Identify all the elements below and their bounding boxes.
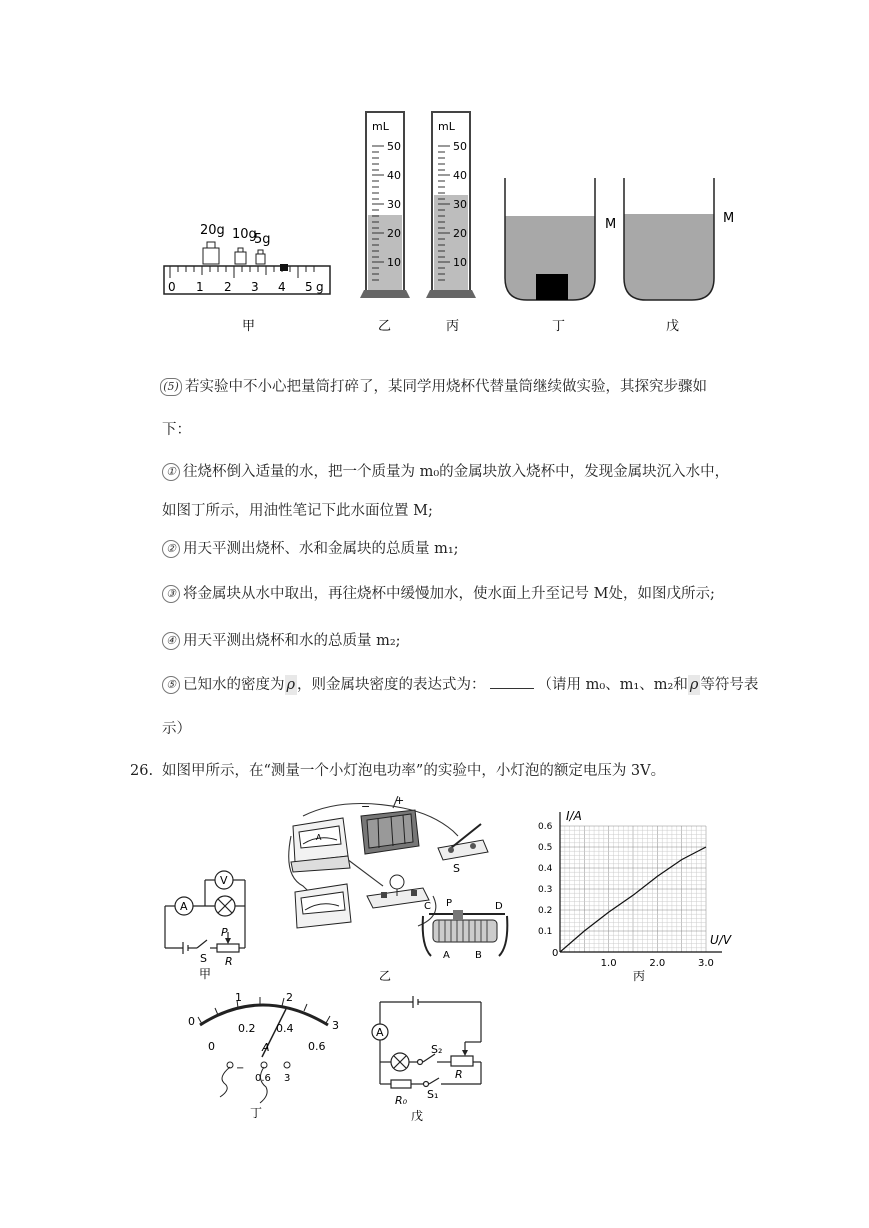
svg-text:40: 40 (387, 169, 401, 182)
x-tick-label: 3.0 (698, 958, 714, 969)
svg-text:30: 30 (453, 198, 467, 211)
svg-text:丁: 丁 (250, 1106, 263, 1120)
ammeter-icon (291, 818, 350, 872)
step-1a: ① 往烧杯倒入适量的水，把一个质量为 m₀的金属块放入烧杯中，发现金属块沉入水中， (162, 462, 729, 482)
weight-10g: 10g (232, 227, 257, 242)
beaker-e (624, 178, 734, 300)
svg-text:戊: 戊 (411, 1109, 424, 1122)
svg-text:C: C (424, 901, 431, 912)
svg-text:甲: 甲 (199, 967, 212, 981)
switch-icon (438, 824, 488, 875)
circuit-wu (365, 992, 495, 1122)
svg-text:g: g (316, 280, 324, 294)
y-tick-label: 0.4 (538, 864, 553, 874)
svg-text:A: A (262, 1041, 270, 1054)
label-ding: 丁 (552, 319, 566, 334)
rho-symbol: ρ (286, 677, 296, 693)
svg-text:1: 1 (235, 991, 242, 1004)
weight-5g: 5g (254, 232, 271, 247)
q26-text: 如图甲所示，在“测量一个小灯泡电功率”的实验中，小灯泡的额定电压为 3V。 (162, 763, 666, 779)
svg-text:B: B (475, 950, 482, 961)
step-5: ⑤ 已知水的密度为 ρ ，则金属块密度的表达式为： （请用 m₀、m₁、m₂和 ρ 等符号表 (162, 674, 758, 695)
svg-text:P: P (221, 926, 228, 939)
svg-text:40: 40 (453, 169, 467, 182)
figure1 (150, 100, 750, 350)
label-jia: 甲 (242, 319, 256, 334)
svg-text:−: − (361, 800, 371, 813)
svg-text:30: 30 (387, 198, 401, 211)
svg-text:0.4: 0.4 (276, 1022, 294, 1035)
x-axis-label: U/V (710, 933, 732, 947)
y-tick-label: 0.6 (538, 822, 553, 832)
svg-text:20: 20 (453, 227, 467, 240)
step-5-end: 示） (162, 721, 191, 737)
svg-text:V: V (220, 874, 228, 887)
cylinder-c (426, 112, 476, 298)
svg-text:R: R (455, 1068, 463, 1081)
label-yi: 乙 (378, 319, 392, 334)
battery-icon (361, 796, 419, 854)
svg-text:A: A (376, 1026, 384, 1039)
svg-text:10: 10 (387, 256, 401, 269)
circuit-yi (283, 796, 513, 986)
balance-tick-0: 0 (168, 280, 176, 294)
svg-text:20: 20 (387, 227, 401, 240)
step-4: ④ 用天平测出烧杯和水的总质量 m₂; (162, 631, 401, 651)
y-tick-label: 0.1 (538, 927, 553, 937)
weight-20g: 20g (200, 223, 225, 238)
lamp-icon (367, 875, 429, 908)
svg-text:0.6: 0.6 (255, 1073, 271, 1084)
step-2: ② 用天平测出烧杯、水和金属块的总质量 m₁; (162, 539, 459, 559)
y-tick-label: 0.3 (538, 885, 553, 895)
svg-text:A: A (180, 900, 188, 913)
svg-text:M: M (605, 217, 617, 232)
svg-text:0: 0 (208, 1040, 215, 1053)
svg-text:M: M (723, 211, 735, 226)
q5-line1: (5) 若实验中不小心把量筒打碎了，某同学用烧杯代替量筒继续做实验，其探究步骤如 (160, 377, 707, 397)
svg-text:1: 1 (196, 280, 204, 294)
balance-figure (164, 223, 330, 294)
label-yi-2: 乙 (379, 969, 392, 983)
svg-text:S: S (200, 952, 207, 965)
svg-text:−: − (236, 1063, 245, 1074)
svg-text:S: S (453, 862, 460, 875)
svg-text:3: 3 (251, 280, 259, 294)
x-tick-label: 2.0 (649, 958, 666, 969)
svg-text:S₁: S₁ (427, 1088, 439, 1101)
origin-label: 0 (552, 948, 559, 959)
svg-text:0.6: 0.6 (308, 1040, 326, 1053)
svg-text:0: 0 (188, 1015, 195, 1028)
svg-text:2: 2 (224, 280, 232, 294)
circuit-jia (155, 860, 265, 985)
svg-text:R₀: R₀ (395, 1094, 408, 1107)
q26-number: 26. (130, 763, 154, 779)
meter-ding (180, 987, 350, 1122)
svg-text:S₂: S₂ (431, 1043, 443, 1056)
svg-text:3: 3 (332, 1019, 339, 1032)
cylinder-b (360, 112, 410, 298)
svg-text:+: + (395, 796, 405, 807)
chart-axes (538, 812, 722, 969)
svg-text:50: 50 (453, 140, 467, 153)
voltmeter-icon (295, 884, 351, 928)
y-axis-label: I/A (566, 809, 582, 823)
svg-text:R: R (225, 955, 233, 968)
svg-text:P: P (446, 898, 453, 909)
svg-text:5: 5 (305, 280, 313, 294)
y-tick-label: 0.2 (538, 906, 553, 916)
svg-text:3: 3 (284, 1073, 291, 1084)
svg-text:10: 10 (453, 256, 467, 269)
q5-line2: 下： (162, 422, 191, 438)
x-tick-label: 1.0 (600, 958, 617, 969)
beaker-d (505, 178, 616, 300)
svg-text:2: 2 (286, 991, 293, 1004)
svg-text:mL: mL (438, 120, 455, 133)
label-bing-2: 丙 (633, 969, 646, 983)
svg-text:mL: mL (372, 120, 389, 133)
svg-text:A: A (443, 950, 450, 961)
y-tick-label: 0.5 (538, 843, 553, 853)
svg-text:4: 4 (278, 280, 286, 294)
chart-bing (530, 800, 740, 985)
step-3: ③ 将金属块从水中取出，再往烧杯中缓慢加水，使水面上升至记号 M处，如图戊所示; (162, 584, 715, 604)
q5-number: (5) (160, 378, 182, 396)
svg-text:D: D (495, 901, 503, 912)
svg-text:50: 50 (387, 140, 401, 153)
label-bing: 丙 (446, 319, 460, 334)
step-1b: 如图丁所示，用油性笔记下此水面位置 M; (162, 503, 433, 519)
svg-text:0.2: 0.2 (238, 1022, 256, 1035)
svg-text:A: A (316, 833, 322, 842)
label-wu: 戊 (666, 319, 680, 334)
answer-blank[interactable] (490, 674, 534, 689)
